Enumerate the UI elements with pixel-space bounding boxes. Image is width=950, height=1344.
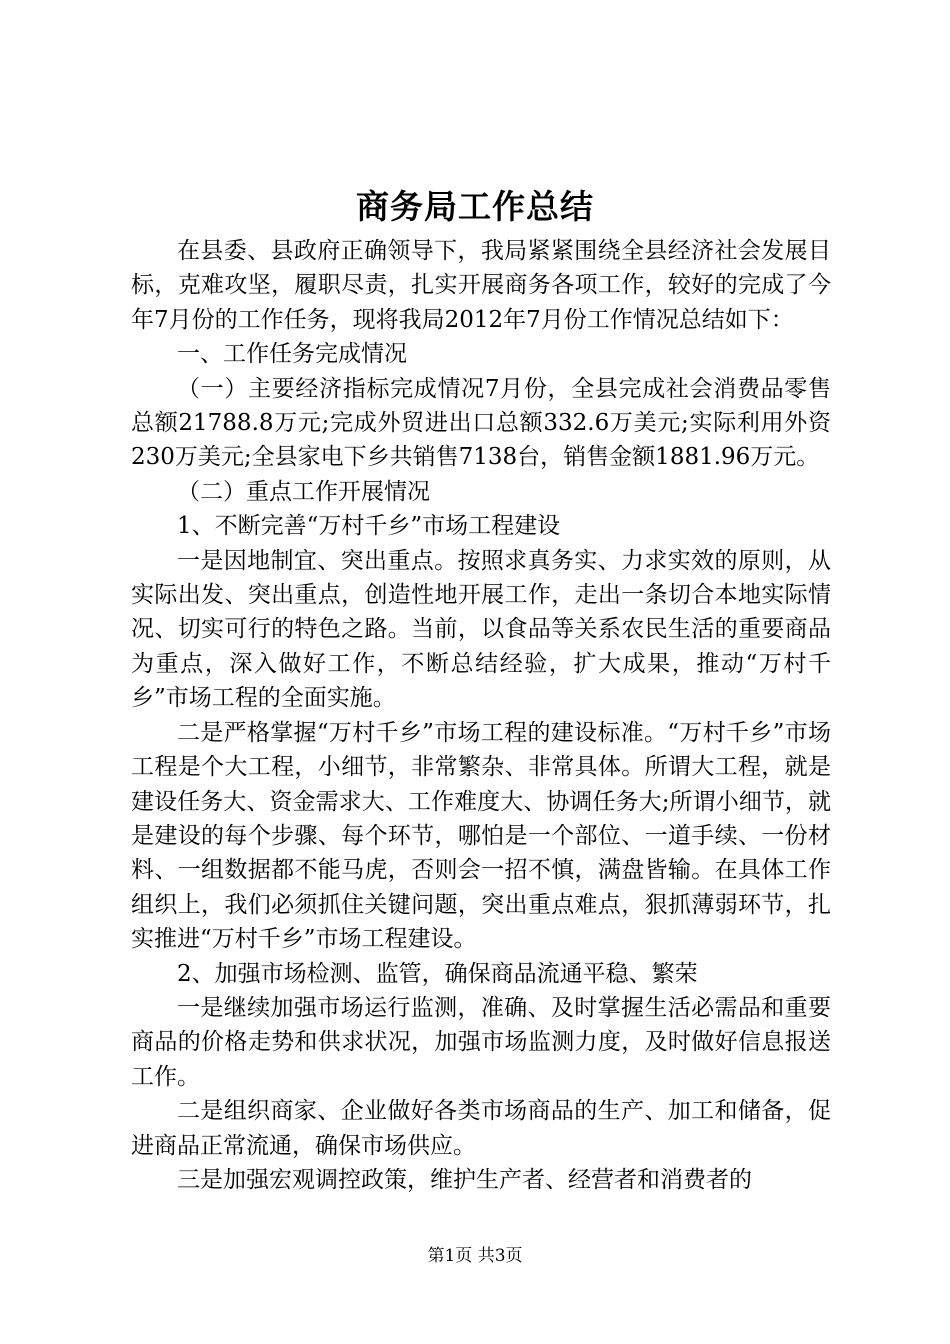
paragraph-point-2-3: 三是加强宏观调控政策，维护生产者、经营者和消费者的 [177,1166,752,1193]
paragraph-point-2-2: 二是组织商家、企业做好各类市场商品的生产、加工和储备，促进商品正常流通，确保市场供应。 [131,1098,831,1159]
document-title: 商务局工作总结 [356,187,594,226]
paragraph-point-1-2: 二是严格掌握“万村千乡”市场工程的建设标准。“万村千乡”市场工程是个大工程，小细节，非常繁杂、非常具体。所谓大工程，就是建设任务大、资金需求大、工作难度大、协调任务大;所谓小细节，就是建设的每个步骤、每个环节，哪怕是一个部位、一道手续、一份材料、一组数据都不能马虎，否则会一招不慎，满盘皆输。在具体工作组织上，我们必须抓住关键问题，突出重点难点，狠抓薄弱环节，扎实推进“万村千乡”市场工程建设。 [131,719,831,953]
subsection-heading-2: 2、加强市场检测、监管，确保商品流通平稳、繁荣 [177,960,698,987]
paragraph-intro: 在县委、县政府正确领导下，我局紧紧围绕全县经济社会发展目标，克难攻坚，履职尽责，扎实开展商务各项工作，较好的完成了今年7月份的工作任务，现将我局2012年7月份工作情况总结如下： [131,238,831,333]
section-heading-1: 一、工作任务完成情况 [177,341,407,368]
page-footer [0,1244,950,1268]
paragraph-point-1-1: 一是因地制宜、突出重点。按照求真务实、力求实效的原则，从实际出发、突出重点，创造性地开展工作，走出一条切合本地实际情况、切实可行的特色之路。当前，以食品等关系农民生活的重要商品为重点，深入做好工作，不断总结经验，扩大成果，推动“万村千乡”市场工程的全面实施。 [131,547,831,712]
subsection-heading-1: 1、不断完善“万村千乡”市场工程建设 [177,513,561,540]
paragraph-indicators: （一）主要经济指标完成情况7月份，全县完成社会消费品零售总额21788.8万元;完成外贸进出口总额332.6万美元;实际利用外资230万美元;全县家电下乡共销售7138台，销售金额1881.96万元。 [131,375,831,471]
document-body [131,234,831,1197]
paragraph-point-2-1: 一是继续加强市场运行监测，准确、及时掌握生活必需品和重要商品的价格走势和供求状况，加强市场监测力度，及时做好信息报送工作。 [131,994,831,1090]
page-number-label: 第1页 共3页 [427,1246,523,1266]
section-heading-2: （二）重点工作开展情况 [177,478,430,505]
